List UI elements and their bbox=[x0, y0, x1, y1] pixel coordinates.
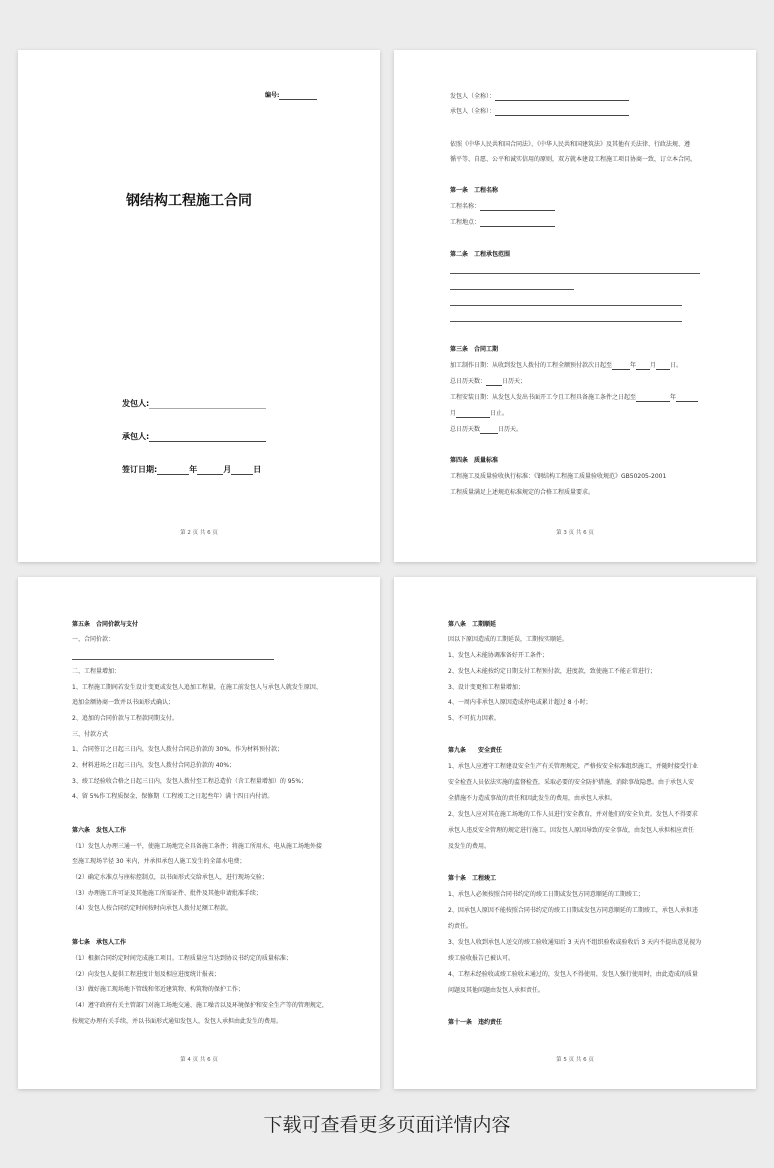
blank bbox=[486, 378, 502, 386]
day-label: 日。 bbox=[670, 362, 683, 369]
project-site-blank bbox=[480, 219, 555, 227]
installation-date-row bbox=[450, 394, 698, 402]
year-blank bbox=[157, 467, 189, 475]
clause-line: 4、工程未经验收或竣工验收未通过的，发包人不得使用，发包人强行使用时，由此造成的质量 bbox=[448, 971, 698, 978]
clause-line: 2、追加的合同价款与工程款同期支付。 bbox=[72, 715, 178, 722]
serial-blank bbox=[279, 92, 317, 100]
installation-text: 工程安装日期：从发包人发出书面开工令且工程具备施工条件之日起至 bbox=[450, 394, 637, 401]
clause-line: 2、因承包人原因不能按照合同书约定的竣工日期或发包方同意顺延的工期竣工，承包人承担违 bbox=[448, 907, 698, 914]
clause-line: 4、留 5%作工程质保金，保修期（工程竣工之日起叁年）满十四日内付清。 bbox=[72, 793, 274, 800]
blank bbox=[656, 362, 670, 370]
blank bbox=[636, 394, 670, 402]
installation-date-row-2 bbox=[450, 410, 508, 418]
contract-price-blank-line bbox=[72, 659, 274, 660]
clause-line: 1、发包人未能协调准备好开工条件； bbox=[448, 652, 548, 659]
clause-line: 1、承包人必须按照合同书约定的竣工日期或发包方同意顺延的工期竣工； bbox=[448, 891, 644, 898]
clause-line: 一、合同价款： bbox=[72, 636, 115, 643]
blank bbox=[480, 426, 498, 434]
project-name-label: 工程名称： bbox=[450, 203, 481, 210]
year-label: 年 bbox=[630, 362, 637, 369]
clause-line: 至施工现场半径 30 米内，并承担承包人施工发生的全部水电费； bbox=[72, 858, 246, 865]
party-a-full-blank bbox=[495, 93, 629, 101]
year-label: 年 bbox=[189, 465, 198, 474]
quality-requirement-line: 工程质量满足上述规范标准规定的合格工程质量要求。 bbox=[450, 489, 595, 496]
year-label: 年 bbox=[670, 394, 677, 401]
clause-line: 竣工验收报告已被认可。 bbox=[448, 955, 515, 962]
blank bbox=[636, 362, 650, 370]
party-b-full-row bbox=[450, 108, 629, 116]
clause-line: 1、合同签订之日起三日内，发包人拨付合同总价款的 30%，作为材料预付款； bbox=[72, 746, 284, 753]
document-title: 钢结构工程施工合同 bbox=[126, 193, 252, 209]
total-days-row-2 bbox=[450, 426, 522, 434]
day-label: 日止。 bbox=[490, 410, 509, 417]
clause-line: 因以下原因造成的工期延误，工期按实顺延。 bbox=[448, 636, 569, 643]
serial-label: 编号: bbox=[265, 92, 280, 99]
sign-date-row bbox=[122, 465, 261, 475]
party-b-label: 承包人: bbox=[122, 432, 150, 441]
project-site-label: 工程地点： bbox=[450, 219, 481, 226]
download-more-caption[interactable]: 下载可查看更多页面详情内容 bbox=[263, 1114, 511, 1136]
day-label: 日 bbox=[253, 465, 262, 474]
blank bbox=[456, 410, 490, 418]
day-blank bbox=[231, 467, 253, 475]
article-3-title: 第三条 合同工期 bbox=[450, 346, 499, 353]
article-title: 第八条 工期顺延 bbox=[448, 621, 497, 628]
party-a-label: 发包人: bbox=[122, 399, 150, 408]
clause-line: 追加金额协商一致并以书面形式确认； bbox=[72, 699, 175, 706]
calendar-days-label: 日历天； bbox=[502, 378, 527, 385]
clause-line: （4）遵守政府有关主管部门对施工场地交通、施工噪音以及环境保护和安全生产等的管理规定， bbox=[72, 1002, 328, 1009]
blank bbox=[612, 362, 630, 370]
party-b-row bbox=[122, 432, 266, 442]
article-title: 第七条 承包人工作 bbox=[72, 939, 127, 946]
clause-line: 1、工程施工期间若发生设计变更或发包人追加工程量，在施工前发包人与承包人就发生原因、 bbox=[72, 684, 322, 691]
clause-line: 3、设计变更和工程量增加； bbox=[448, 684, 524, 691]
page-2-cover bbox=[18, 50, 380, 562]
total-days-label: 总日历天数： bbox=[450, 378, 487, 385]
clause-line: 2、发包人未能按约定日期支付工程预付款，进度款，致使施工不能正常进行； bbox=[448, 668, 656, 675]
article-title: 第五条 合同价款与支付 bbox=[72, 621, 139, 628]
page-number: 第 4 页 共 6 页 bbox=[180, 1057, 218, 1063]
party-a-row bbox=[122, 399, 266, 409]
total-days-label: 总日历天数 bbox=[450, 426, 481, 433]
intro-line-1: 依照《中华人民共和国合同法》、《中华人民共和国建筑法》及其他有关法律、行政法规、遵 bbox=[450, 141, 691, 148]
clause-line: 三、付款方式 bbox=[72, 731, 109, 738]
scope-blank-line bbox=[450, 289, 574, 290]
clause-line: （3）办理施工许可证及其他施工所需证件、批件及其他申请批准手续； bbox=[72, 890, 262, 897]
clause-line: 3、发包人收到承包人送交的竣工验收通知后 3 天内不组织验收或验收后 3 天内不提出意见视为 bbox=[448, 939, 702, 946]
total-days-row bbox=[450, 378, 526, 386]
page-number: 第 5 页 共 6 页 bbox=[556, 1057, 594, 1063]
scope-blank-line bbox=[450, 305, 682, 306]
party-a-blank bbox=[149, 401, 266, 409]
clause-line: 安全检查人员依法实施的监督检查，采取必要的安全防护措施，消除事故隐患。由于承包人安 bbox=[448, 779, 695, 786]
clause-line: （3）做好施工现场地下管线和邻近建筑物、构筑物的保护工作； bbox=[72, 986, 244, 993]
page-number: 第 2 页 共 6 页 bbox=[180, 530, 218, 536]
clause-line: （4）发包人按合同约定时间按时向承包人拨付足额工程款。 bbox=[72, 905, 232, 912]
page-4 bbox=[18, 577, 380, 1089]
article-2-title: 第二条 工程承包范围 bbox=[450, 251, 511, 258]
project-site-row bbox=[450, 219, 555, 227]
clause-line: （1）根据合同约定时间完成施工项目。工程质量应当达到协议书约定的质量标准； bbox=[72, 955, 292, 962]
month-label: 月 bbox=[450, 410, 457, 417]
clause-line: 全措施不力造成事故的责任和因此发生的费用，由承包人承担。 bbox=[448, 795, 617, 802]
clause-line: （1）发包人办理三通一平，使施工场地完全具备施工条件；将施工所用水、电从施工场地外接 bbox=[72, 843, 322, 850]
article-title: 第十条 工程竣工 bbox=[448, 875, 497, 882]
article-title: 第六条 发包人工作 bbox=[72, 827, 127, 834]
party-b-full-blank bbox=[495, 108, 629, 116]
clause-line: （2）确定水准点与座标控制点，以书面形式交给承包人，进行现场交验； bbox=[72, 874, 268, 881]
month-label: 月 bbox=[650, 362, 657, 369]
article-4-title: 第四条 质量标准 bbox=[450, 457, 499, 464]
clause-line: 2、发包人应对其在施工场地的工作人员进行安全教育，并对他们的安全负责。发包人不得要求 bbox=[448, 811, 698, 818]
article-title: 第十一条 违约责任 bbox=[448, 1019, 503, 1026]
calendar-days-label: 日历天。 bbox=[498, 426, 523, 433]
quality-standard-line: 工程施工及质量验收执行标准：《钢结构工程施工质量验收规范》GB50205-2001 bbox=[450, 473, 667, 480]
party-b-full-label: 承包人（全称）： bbox=[450, 108, 496, 115]
page-5 bbox=[394, 577, 756, 1089]
blank bbox=[676, 394, 698, 402]
clause-line: 及发生的费用。 bbox=[448, 843, 491, 850]
page-3 bbox=[394, 50, 756, 562]
project-name-row bbox=[450, 203, 555, 211]
fabrication-text: 加工制作日期：从收到发包人拨付的工程全额预付款次日起至 bbox=[450, 362, 613, 369]
clause-line: （2）向发包人提供工程进度计划及相应进度统计报表； bbox=[72, 971, 220, 978]
month-blank bbox=[197, 467, 223, 475]
party-a-full-label: 发包人（全称）： bbox=[450, 93, 496, 100]
intro-line-2: 循平等、自愿、公平和诚实信用的原则，双方就本建设工程施工项目协商一致，订立本合同。 bbox=[450, 156, 697, 163]
clause-line: 问题及其他问题由发包人承担责任。 bbox=[448, 987, 545, 994]
clause-line: 二、工程量增加： bbox=[72, 668, 121, 675]
article-1-title: 第一条 工程名称 bbox=[450, 187, 499, 194]
month-label: 月 bbox=[223, 465, 232, 474]
fabrication-date-row bbox=[450, 362, 682, 370]
clause-line: 5、不可抗力因素。 bbox=[448, 715, 500, 722]
clause-line: 1、承包人应遵守工程建设安全生产有关管理规定，严格按安全标准组织施工，并随时接受行业 bbox=[448, 763, 698, 770]
page-number: 第 3 页 共 6 页 bbox=[556, 530, 594, 536]
clause-line: 按规定办理有关手续，并以书面形式通知发包人，发包人承担由此发生的费用。 bbox=[72, 1018, 283, 1025]
party-b-blank bbox=[149, 434, 266, 442]
sign-date-label: 签订日期: bbox=[122, 465, 158, 474]
clause-line: 4、一周内非承包人原因造成停电或累计超过 8 小时； bbox=[448, 699, 592, 706]
scope-blank-line bbox=[450, 321, 682, 322]
clause-line: 承包人违反安全管理的规定进行施工。因发包人原因导致的安全事故，由发包人承担相应责任 bbox=[448, 827, 695, 834]
article-title: 第九条 安全责任 bbox=[448, 747, 503, 754]
clause-line: 3、竣工经验收合格之日起三日内，发包人拨付至工程总造价（含工程量增加）的 95%； bbox=[72, 778, 308, 785]
serial-number-row bbox=[265, 92, 317, 100]
clause-line: 2、材料进场之日起三日内，发包人拨付合同总价款的 40%； bbox=[72, 762, 236, 769]
clause-line: 约责任。 bbox=[448, 923, 473, 930]
party-a-full-row bbox=[450, 93, 629, 101]
project-name-blank bbox=[480, 203, 555, 211]
scope-blank-line bbox=[450, 273, 700, 274]
